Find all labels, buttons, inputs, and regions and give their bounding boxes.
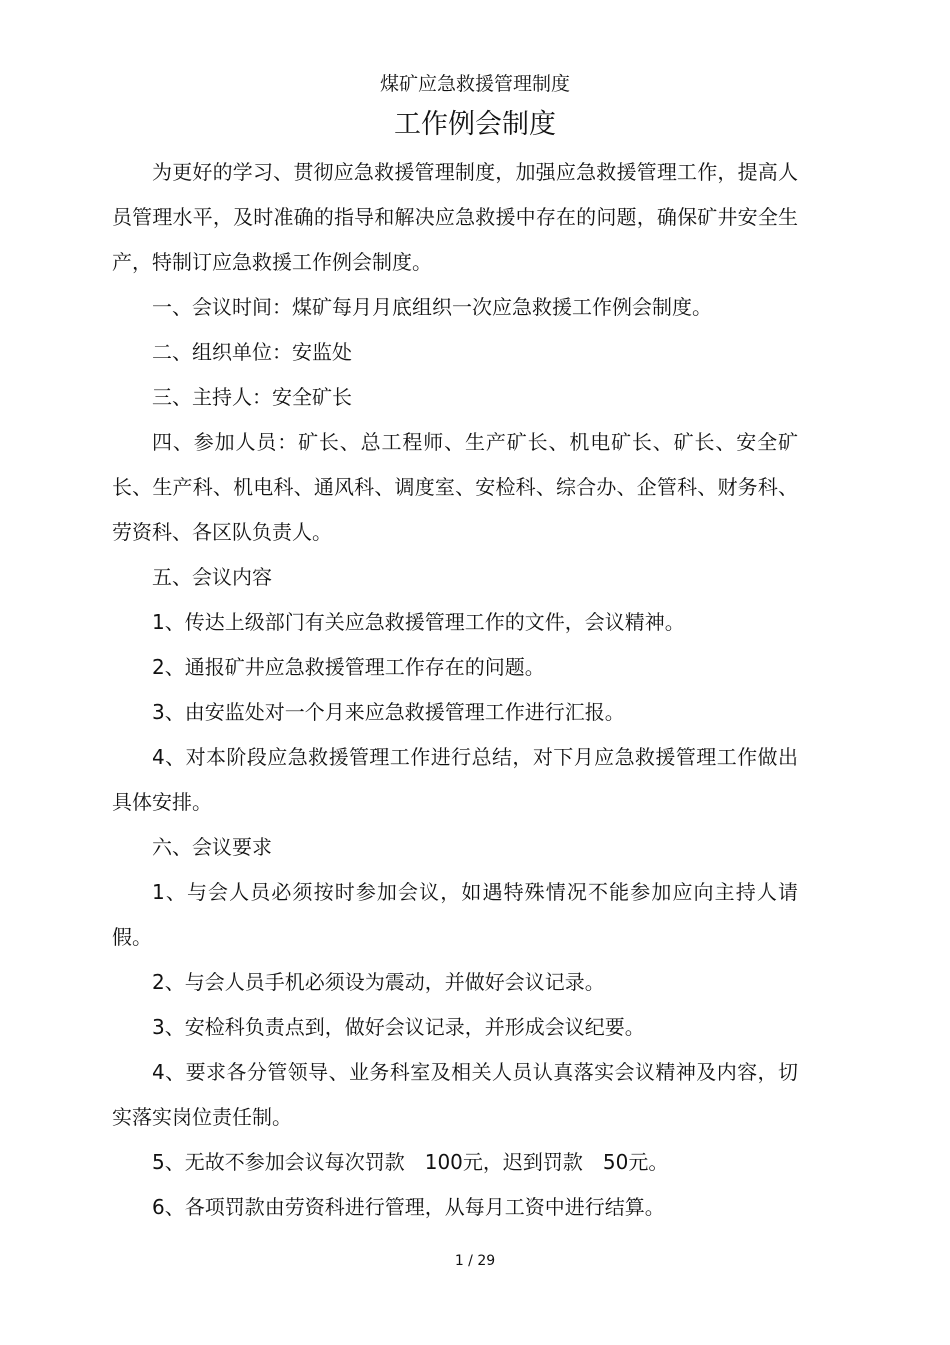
requirement-item-6: 6、各项罚款由劳资科进行管理，从每月工资中进行结算。 bbox=[152, 1195, 665, 1219]
content-item-1: 1、传达上级部门有关应急救援管理工作的文件，会议精神。 bbox=[152, 610, 685, 634]
requirement-item-5: 5、无故不参加会议每次罚款 100元，迟到罚款 50元。 bbox=[152, 1150, 669, 1174]
requirement-item-2: 2、与会人员手机必须设为震动，并做好会议记录。 bbox=[152, 970, 605, 994]
paragraph-host: 三、主持人：安全矿长 bbox=[152, 385, 352, 409]
document-header: 煤矿应急救援管理制度 bbox=[379, 73, 570, 95]
paragraph-meeting-time: 一、会议时间：煤矿每月月底组织一次应急救援工作例会制度。 bbox=[152, 295, 712, 319]
paragraph-intro: 为更好的学习、贯彻应急救援管理制度，加强应急救援管理工作，提高人员管理水平，及时准确的指导和解决应急救援中存在的问题，确保矿井安全生产，特制订应急救援工作例会制度。 bbox=[112, 160, 798, 274]
page-number: 1 / 29 bbox=[454, 1253, 496, 1269]
content-item-4: 4、对本阶段应急救援管理工作进行总结，对下月应急救援管理工作做出具体安排。 bbox=[112, 745, 798, 814]
document-body bbox=[112, 150, 798, 1230]
paragraph-attendees: 四、参加人员：矿长、总工程师、生产矿长、机电矿长、矿长、安全矿长、生产科、机电科、通风科、调度室、安检科、综合办、企管科、财务科、劳资科、各区队负责人。 bbox=[112, 430, 798, 544]
section-heading-requirements: 六、会议要求 bbox=[152, 835, 272, 859]
requirement-item-3: 3、安检科负责点到，做好会议记录，并形成会议纪要。 bbox=[152, 1015, 645, 1039]
content-item-2: 2、通报矿井应急救援管理工作存在的问题。 bbox=[152, 655, 545, 679]
section-heading-content: 五、会议内容 bbox=[152, 565, 272, 589]
document-title: 工作例会制度 bbox=[394, 109, 556, 140]
requirement-item-4: 4、要求各分管领导、业务科室及相关人员认真落实会议精神及内容，切实落实岗位责任制。 bbox=[112, 1060, 798, 1129]
requirement-item-1: 1、与会人员必须按时参加会议，如遇特殊情况不能参加应向主持人请假。 bbox=[112, 880, 798, 949]
paragraph-organizer: 二、组织单位：安监处 bbox=[152, 340, 352, 364]
content-item-3: 3、由安监处对一个月来应急救援管理工作进行汇报。 bbox=[152, 700, 625, 724]
